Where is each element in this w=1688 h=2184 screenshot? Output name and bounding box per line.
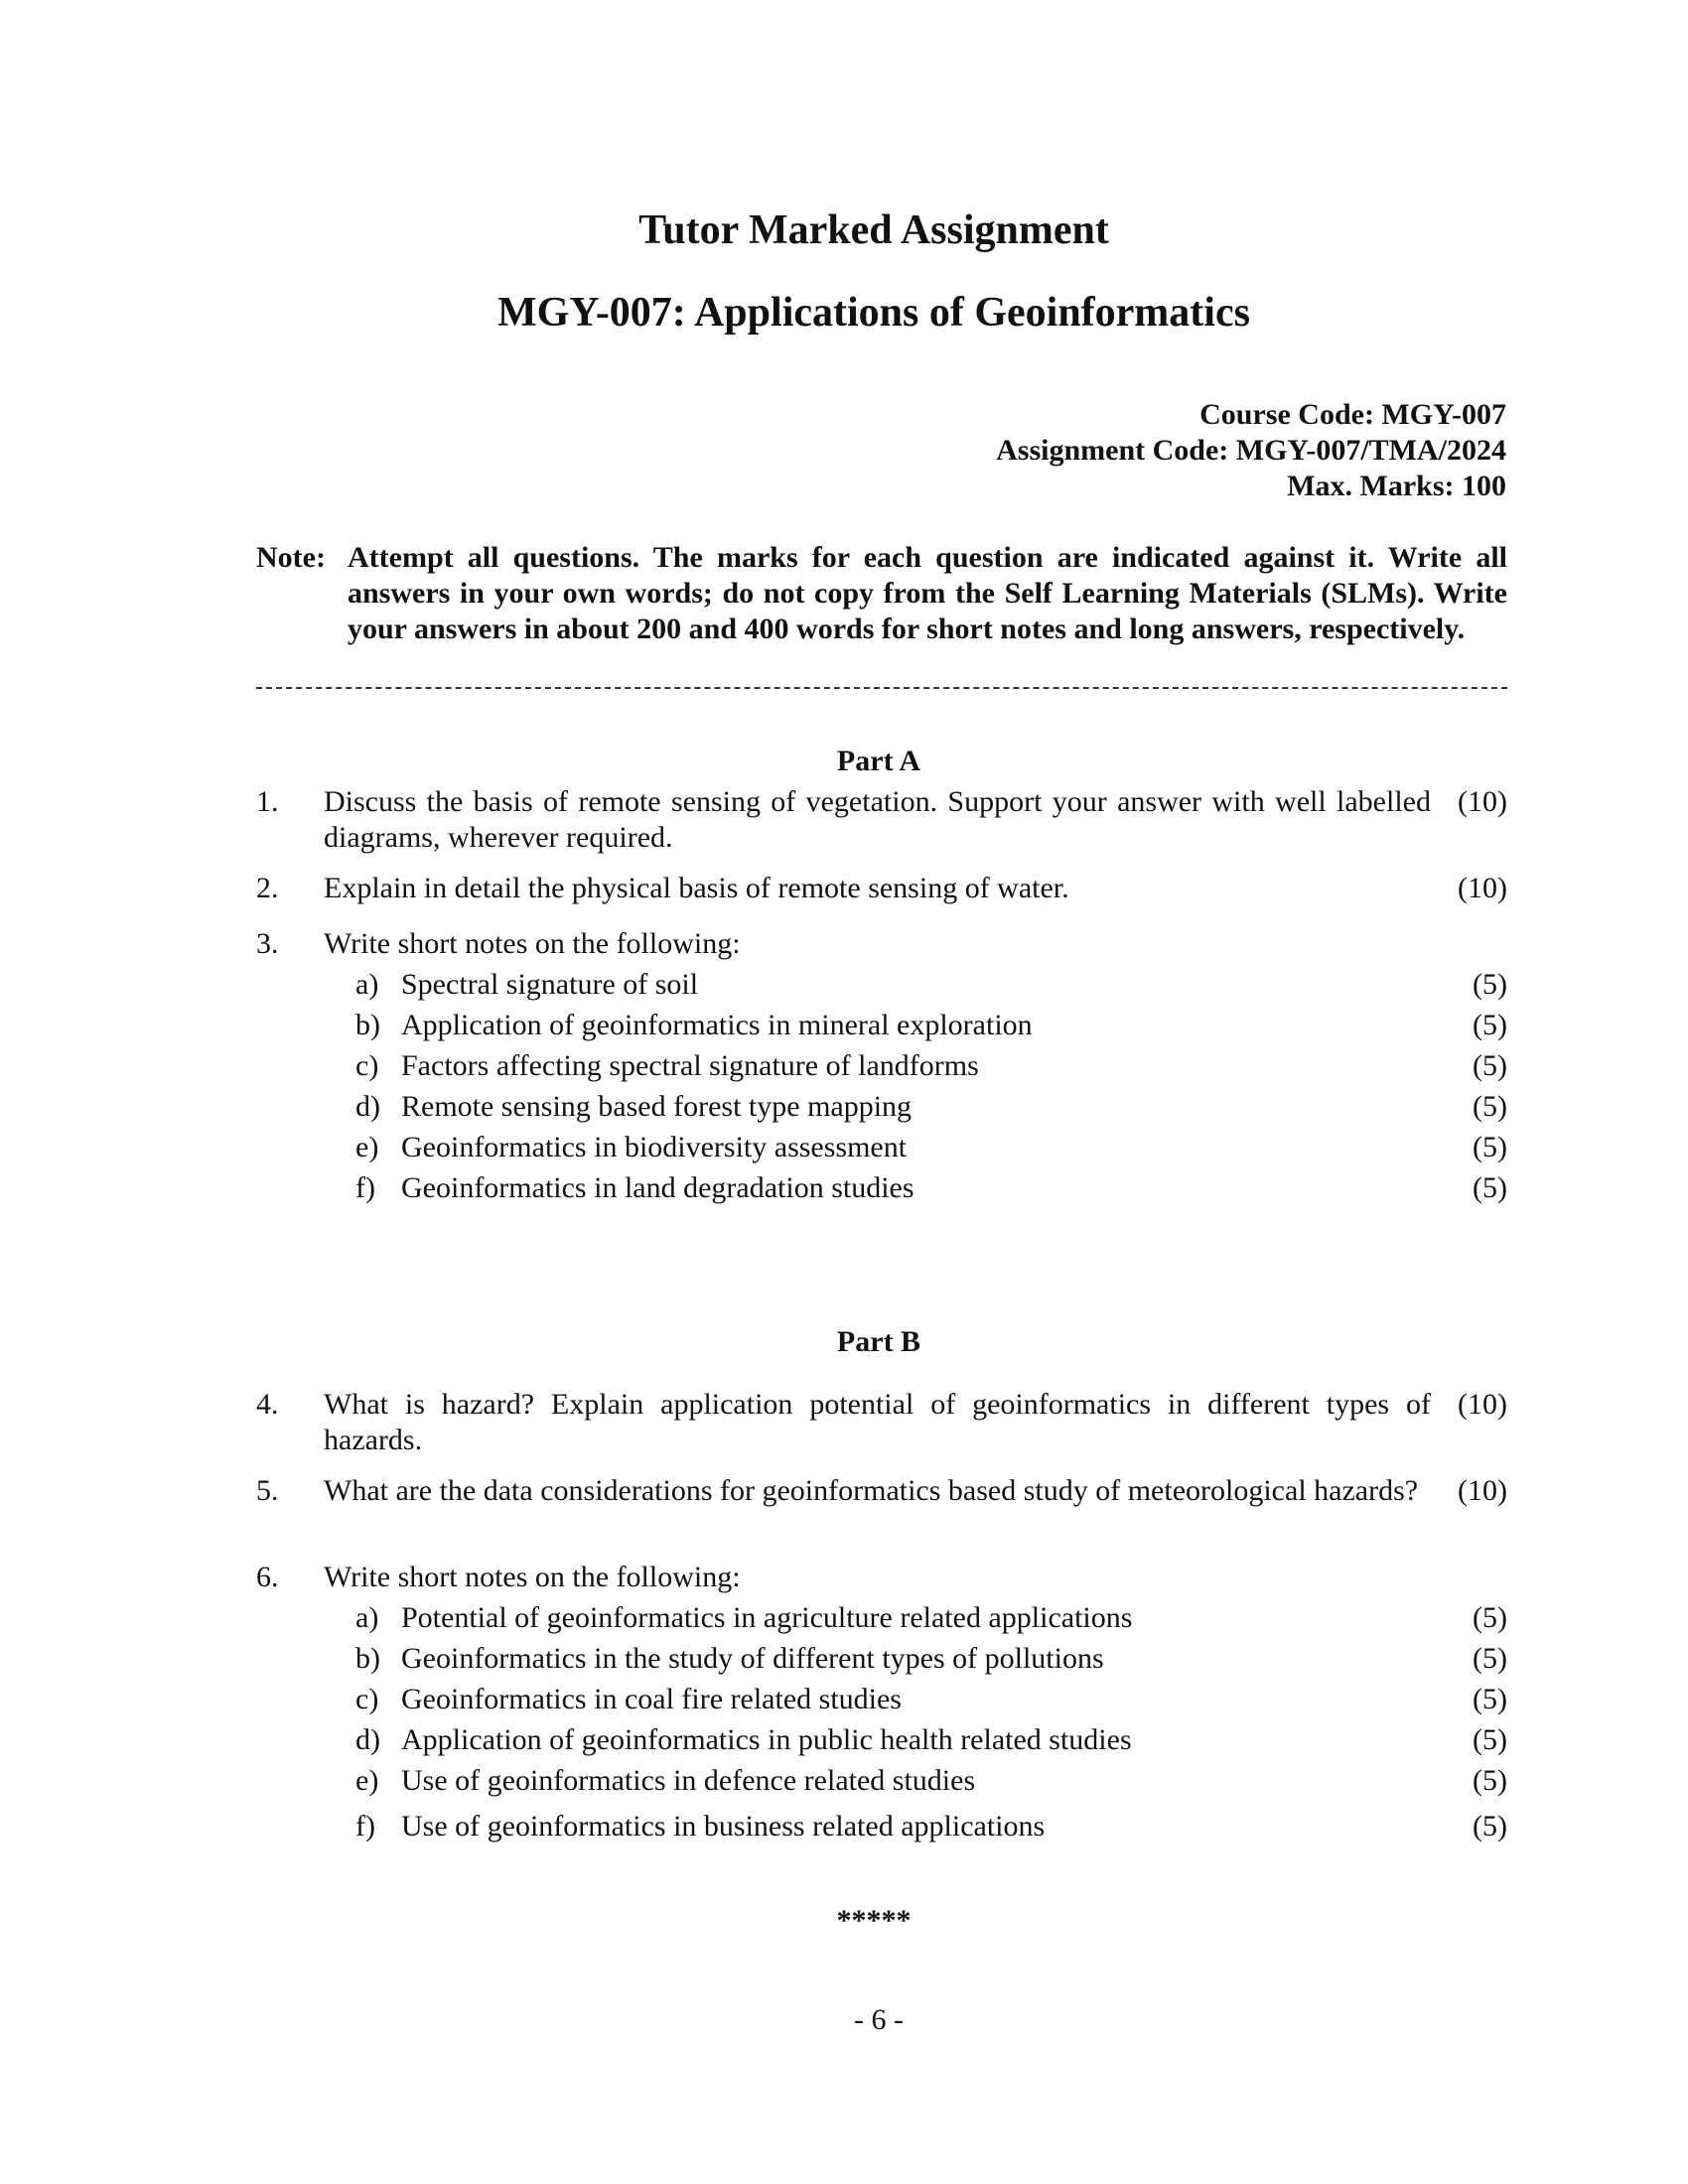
question-number: 1. (256, 785, 279, 818)
question-5 (256, 1473, 1507, 1509)
question-marks: (10) (1458, 1474, 1507, 1507)
question-text: Write short notes on the following: (324, 1561, 741, 1593)
item-text: Geoinformatics in land degradation studies (401, 1171, 914, 1204)
course-code: Course Code: MGY-007 (1199, 398, 1506, 431)
item-letter: f) (355, 1810, 375, 1843)
question-text: Write short notes on the following: (324, 927, 741, 960)
item-marks: (5) (1473, 1009, 1507, 1041)
item-letter: b) (355, 1642, 380, 1675)
item-letter: b) (355, 1009, 380, 1041)
part-b-heading: Part B (836, 1325, 921, 1358)
item-letter: a) (355, 968, 379, 1001)
item-text: Geoinformatics in the study of different types of pollutions (401, 1642, 1104, 1675)
item-marks: (5) (1473, 1723, 1507, 1756)
item-marks: (5) (1473, 968, 1507, 1001)
item-letter: c) (355, 1683, 379, 1715)
item-letter: e) (355, 1131, 379, 1163)
item-text: Geoinformatics in coal fire related studies (401, 1683, 902, 1715)
question-number: 5. (256, 1474, 279, 1507)
assignment-code: Assignment Code: MGY-007/TMA/2024 (996, 434, 1506, 467)
item-letter: d) (355, 1090, 380, 1123)
page-number: - 6 - (854, 2003, 904, 2036)
item-letter: f) (355, 1171, 375, 1204)
course-title: MGY-007: Applications of Geoinformatics (497, 290, 1250, 336)
question-text: What are the data considerations for geoinformatics based study of meteorological hazards? (324, 1474, 1419, 1507)
question-4 (256, 1387, 1507, 1458)
question-marks: (10) (1458, 785, 1507, 818)
item-marks: (5) (1473, 1642, 1507, 1675)
question-text: Discuss the basis of remote sensing of vegetation. Support your answer with well labelled diagrams, wherever required. (324, 785, 1431, 854)
question-2 (256, 871, 1507, 906)
item-letter: a) (355, 1601, 379, 1634)
question-3 (256, 926, 1507, 962)
document-title: Tutor Marked Assignment (638, 207, 1109, 253)
item-marks: (5) (1473, 1049, 1507, 1082)
item-letter: d) (355, 1723, 380, 1756)
item-marks: (5) (1473, 1683, 1507, 1715)
item-text: Geoinformatics in biodiversity assessment (401, 1131, 908, 1163)
item-marks: (5) (1473, 1171, 1507, 1204)
note-label: Note: (256, 541, 326, 574)
instructions-note (256, 540, 1507, 647)
item-text: Factors affecting spectral signature of landforms (401, 1049, 979, 1082)
item-text: Remote sensing based forest type mapping (401, 1090, 913, 1123)
question-number: 6. (256, 1561, 279, 1593)
end-marker: ***** (836, 1904, 912, 1937)
question-number: 2. (256, 872, 279, 904)
item-text: Application of geoinformatics in public health related studies (401, 1723, 1132, 1756)
question-text: What is hazard? Explain application potential of geoinformatics in different types of hazards. (324, 1388, 1431, 1456)
item-text: Spectral signature of soil (401, 968, 699, 1001)
question-number: 3. (256, 927, 279, 960)
item-letter: c) (355, 1049, 379, 1082)
item-text: Potential of geoinformatics in agriculture related applications (401, 1601, 1133, 1634)
question-marks: (10) (1458, 1388, 1507, 1421)
question-6 (256, 1560, 1507, 1595)
max-marks: Max. Marks: 100 (1287, 470, 1506, 502)
question-text: Explain in detail the physical basis of remote sensing of water. (324, 872, 1069, 904)
item-text: Use of geoinformatics in defence related studies (401, 1764, 976, 1797)
question-1 (256, 784, 1507, 856)
item-marks: (5) (1473, 1131, 1507, 1163)
item-text: Application of geoinformatics in mineral exploration (401, 1009, 1033, 1041)
item-marks: (5) (1473, 1810, 1507, 1843)
item-letter: e) (355, 1764, 379, 1797)
assignment-meta (996, 397, 1506, 504)
question-number: 4. (256, 1388, 279, 1421)
item-marks: (5) (1473, 1601, 1507, 1634)
item-marks: (5) (1473, 1090, 1507, 1123)
item-text: Use of geoinformatics in business related applications (401, 1810, 1046, 1843)
dashed-divider (256, 687, 1507, 689)
note-text: Attempt all questions. The marks for each question are indicated against it. Write all answers in your own words; do not copy from the Self Learning Materials (SLMs). Write your answers in about 200 and 400 words for short notes and long answers, respectively. (348, 541, 1507, 645)
part-a-heading: Part A (836, 745, 921, 777)
question-marks: (10) (1458, 872, 1507, 904)
item-marks: (5) (1473, 1764, 1507, 1797)
